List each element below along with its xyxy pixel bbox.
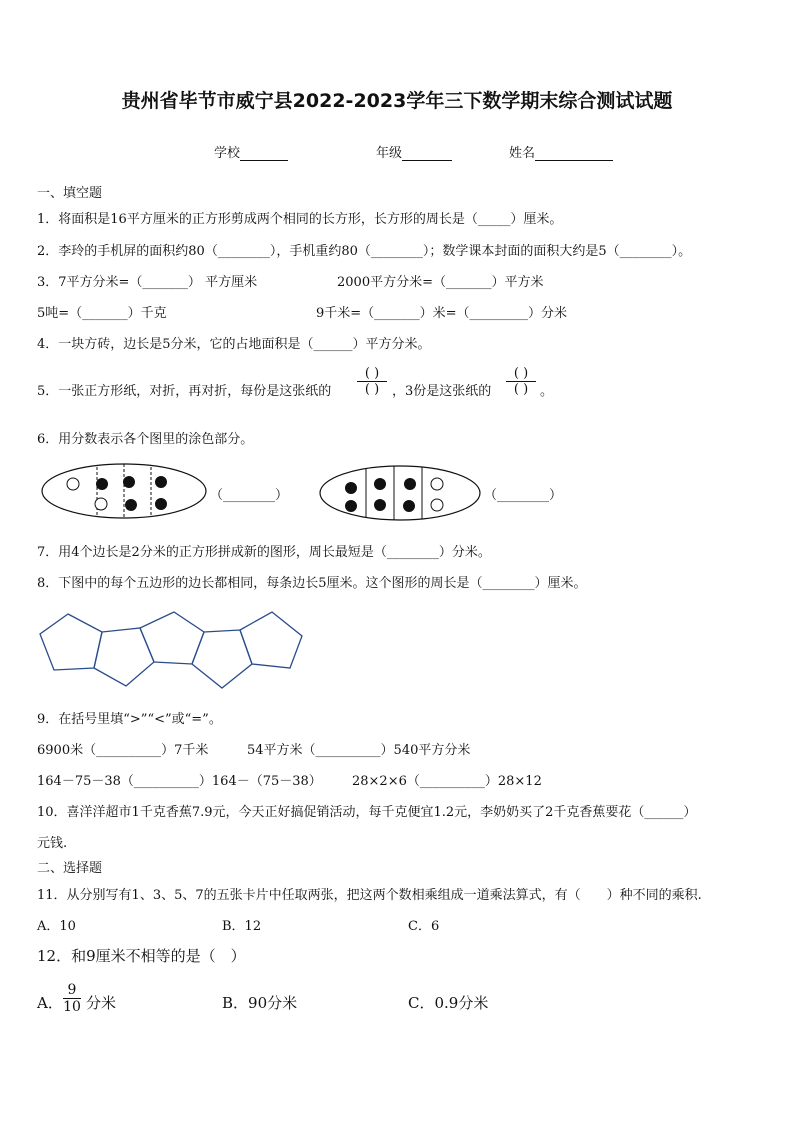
grade-field: [376, 142, 452, 161]
q5-fraction-1-numerator: ( ): [364, 366, 380, 381]
pentagon-1: [40, 614, 102, 670]
question-9c: 164－75－38（__________）164－（75－38）: [37, 774, 322, 789]
question-2: 2．李玲的手机屏的面积约80（________），手机重约80（________）；数学课本封面的面积大约是5（________）。: [37, 244, 692, 259]
question-3c: 5吨=（_______）千克: [37, 306, 167, 321]
q8-pentagon-figure: [36, 606, 308, 690]
q5-fraction-2-denominator: ( ): [513, 382, 529, 397]
section-fill-blank: 一、填空题: [37, 186, 103, 201]
question-9a: 6900米（__________）7千米: [37, 743, 209, 758]
q12-fraction-numerator: 9: [67, 982, 77, 998]
pentagon-5: [240, 612, 302, 668]
school-label: 学校: [214, 146, 241, 161]
question-10-line1: 10．喜洋洋超市1千克香蕉7.9元，今天正好搞促销活动，每千克便宜1.2元，李奶奶买了2千克香蕉要花（______）: [37, 805, 697, 820]
question-12: 12．和9厘米不相等的是（ ）: [37, 947, 246, 965]
question-3a: 3．7平方分米=（_______） 平方厘米: [37, 275, 258, 290]
q5-fraction-2[interactable]: [505, 366, 537, 397]
question-9b: 54平方米（__________）540平方分米: [247, 743, 471, 758]
question-9d: 28×2×6（__________）28×12: [352, 774, 542, 789]
q12-option-a-prefix[interactable]: A．: [37, 994, 63, 1012]
question-5-part3: 。: [540, 384, 554, 399]
q6-figure-1: [40, 462, 208, 520]
q11-option-b[interactable]: B．12: [222, 919, 262, 934]
q5-fraction-1-denominator: ( ): [364, 382, 380, 397]
pentagon-2: [94, 628, 154, 686]
q6-answer-1[interactable]: （________）: [210, 488, 289, 503]
name-field: [509, 142, 613, 161]
q11-option-a[interactable]: A．10: [37, 919, 76, 934]
question-9: 9．在括号里填“>”“<”或“=”。: [37, 712, 222, 727]
q12-option-a-fraction: [62, 982, 82, 1015]
question-8: 8．下图中的每个五边形的边长都相同，每条边长5厘米。这个图形的周长是（________）厘米。: [37, 576, 587, 591]
name-label: 姓名: [509, 146, 536, 161]
q6-answer-2[interactable]: （________）: [484, 488, 563, 503]
q6-figure-2: [318, 464, 482, 522]
q5-fraction-2-numerator: ( ): [513, 366, 529, 381]
question-6: 6．用分数表示各个图里的涂色部分。: [37, 432, 254, 447]
grade-label: 年级: [376, 146, 403, 161]
name-blank[interactable]: [535, 148, 613, 161]
page-title: 贵州省毕节市威宁县2022-2023学年三下数学期末综合测试试题: [121, 90, 673, 112]
question-10-line2: 元钱.: [37, 836, 68, 851]
q12-option-a-unit: 分米: [86, 994, 117, 1012]
q11-option-c[interactable]: C．6: [408, 919, 440, 934]
question-11: 11．从分别写有1、3、5、7的五张卡片中任取两张，把这两个数相乘组成一道乘法算式，有（ ）种不同的乘积.: [37, 888, 702, 903]
school-field: [214, 142, 288, 161]
question-5-part2: ，3份是这张纸的: [392, 384, 492, 399]
q12-fraction-denominator: 10: [63, 999, 81, 1015]
q5-fraction-1[interactable]: [356, 366, 388, 397]
question-7: 7．用4个边长是2分米的正方形拼成新的图形，周长最短是（________）分米。: [37, 545, 491, 560]
question-3d: 9千米=（_______）米=（_________）分米: [316, 306, 568, 321]
school-blank[interactable]: [240, 148, 288, 161]
q12-option-c[interactable]: C．0.9分米: [408, 994, 489, 1012]
q12-option-b[interactable]: B．90分米: [222, 994, 298, 1012]
question-1: 1．将面积是16平方厘米的正方形剪成两个相同的长方形，长方形的周长是（_____）厘米。: [37, 212, 563, 227]
question-4: 4．一块方砖，边长是5分米，它的占地面积是（______）平方分米。: [37, 337, 431, 352]
grade-blank[interactable]: [402, 148, 452, 161]
question-5-part1: 5．一张正方形纸，对折，再对折，每份是这张纸的: [37, 384, 332, 399]
section-multiple-choice: 二、选择题: [37, 861, 103, 876]
question-3b: 2000平方分米=（_______）平方米: [337, 275, 544, 290]
